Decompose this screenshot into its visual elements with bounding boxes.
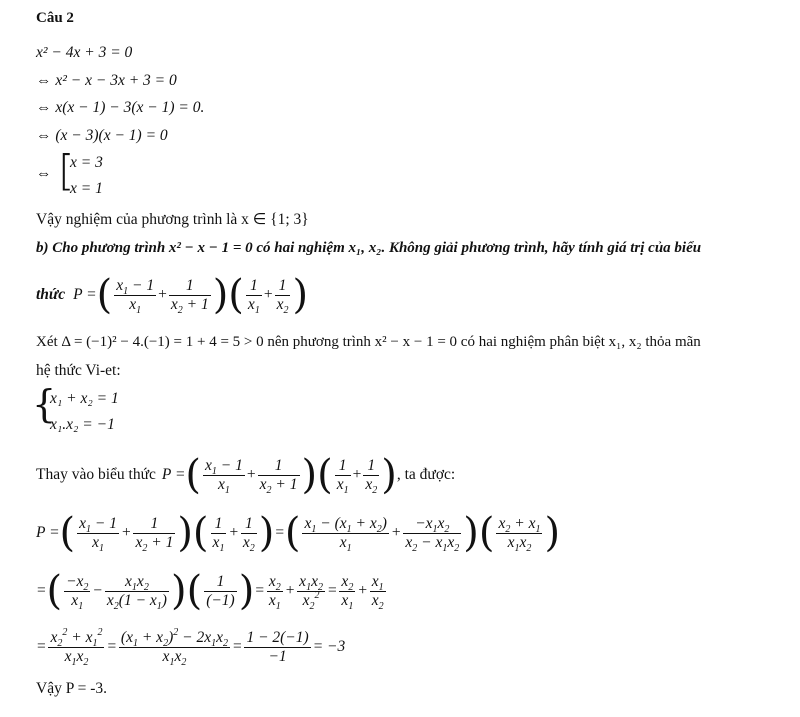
equation-line-3: ⇔ x(x − 1) − 3(x − 1) = 0.	[36, 99, 205, 116]
step-1: P = ( $\frac{x_1 - 1}{x_1}$ + $\frac{1}{x_2 + 1}$ )( $\frac{1}{x_1}$ + $\frac{1}{x_2}$ ) = ( $\frac{x_1 - (x_1 + x_2)}{x_1}$ + $\frac{-x_1x_2}{x_2 - x_1x_2}$ )( $\frac{x_2 + x_1}{x_1x_2}$ )	[36, 510, 561, 556]
substitute-line: Thay vào biểu thức P = ( $\frac{x_1 - 1}{x_1}$ + $\frac{1}{x_2 + 1}$ )( $\frac{1}{x_1}$ + $\frac{1}{x_2}$ ) , ta được:	[36, 452, 456, 498]
final-answer: Vậy P = -3.	[36, 680, 108, 697]
equivalence-arrow: ⇔	[36, 165, 52, 182]
substitute-tail: , ta được:	[396, 466, 456, 483]
equation-line-2: ⇔ x² − x − 3x + 3 = 0	[36, 72, 177, 89]
question-title: Câu 2	[36, 10, 74, 26]
bracket: [	[58, 146, 75, 195]
part-b-prompt: b) Cho phương trình x² − x − 1 = 0 có hai nghiệm x₁, x₂. Không giải phương trình, hãy tính giá trị của biểu	[36, 240, 702, 256]
vieta-sum: x₁ + x₂ = 1	[50, 390, 119, 407]
step-2: = ( $\frac{-x_2}{x_1}$ − $\frac{x_1x_2}{x_2(1 - x_1)}$ )( $\frac{1}{(-1)}$ ) = $\frac{x_2}{x_1}$ + $\frac{x_1x_2}{x_2^2}$ = $\frac{x_2}{x_1}$ + $\frac{x_1}{x_2}$	[36, 568, 384, 614]
equation-line-4: ⇔ (x − 3)(x − 1) = 0	[36, 127, 168, 144]
vieta-label: hệ thức Vi-et:	[36, 362, 121, 379]
root-1: x = 3	[70, 154, 103, 171]
expression-p: thức P = ( $\frac{x_1 - 1}{x_1}$ + $\frac{1}{x_2 + 1}$ )( $\frac{1}{x_1}$ + $\frac{1}{x_2}$ )	[36, 272, 309, 318]
equation-line-1: x² − 4x + 3 = 0	[36, 44, 133, 61]
conclusion-a: Vậy nghiệm của phương trình là x ∈ {1; 3}	[36, 211, 309, 228]
substitute-label: Thay vào biểu thức	[36, 466, 156, 483]
prompt-label: thức	[36, 286, 66, 303]
step-3: = $\frac{x_2^2 + x_1^2}{x_1x_2}$ = $\frac{(x_1 + x_2)^2 - 2x_1x_2}{x_1x_2}$ = $\frac{1 - 2(-1)}{-1}$ = −3	[36, 626, 346, 668]
delta-line: Xét Δ = (−1)² − 4.(−1) = 1 + 4 = 5 > 0 nên phương trình x² − x − 1 = 0 có hai nghiệm phân biệt x₁, x₂ thỏa mãn	[36, 334, 701, 350]
root-2: x = 1	[70, 180, 103, 197]
vieta-product: x₁.x₂ = −1	[50, 416, 115, 433]
